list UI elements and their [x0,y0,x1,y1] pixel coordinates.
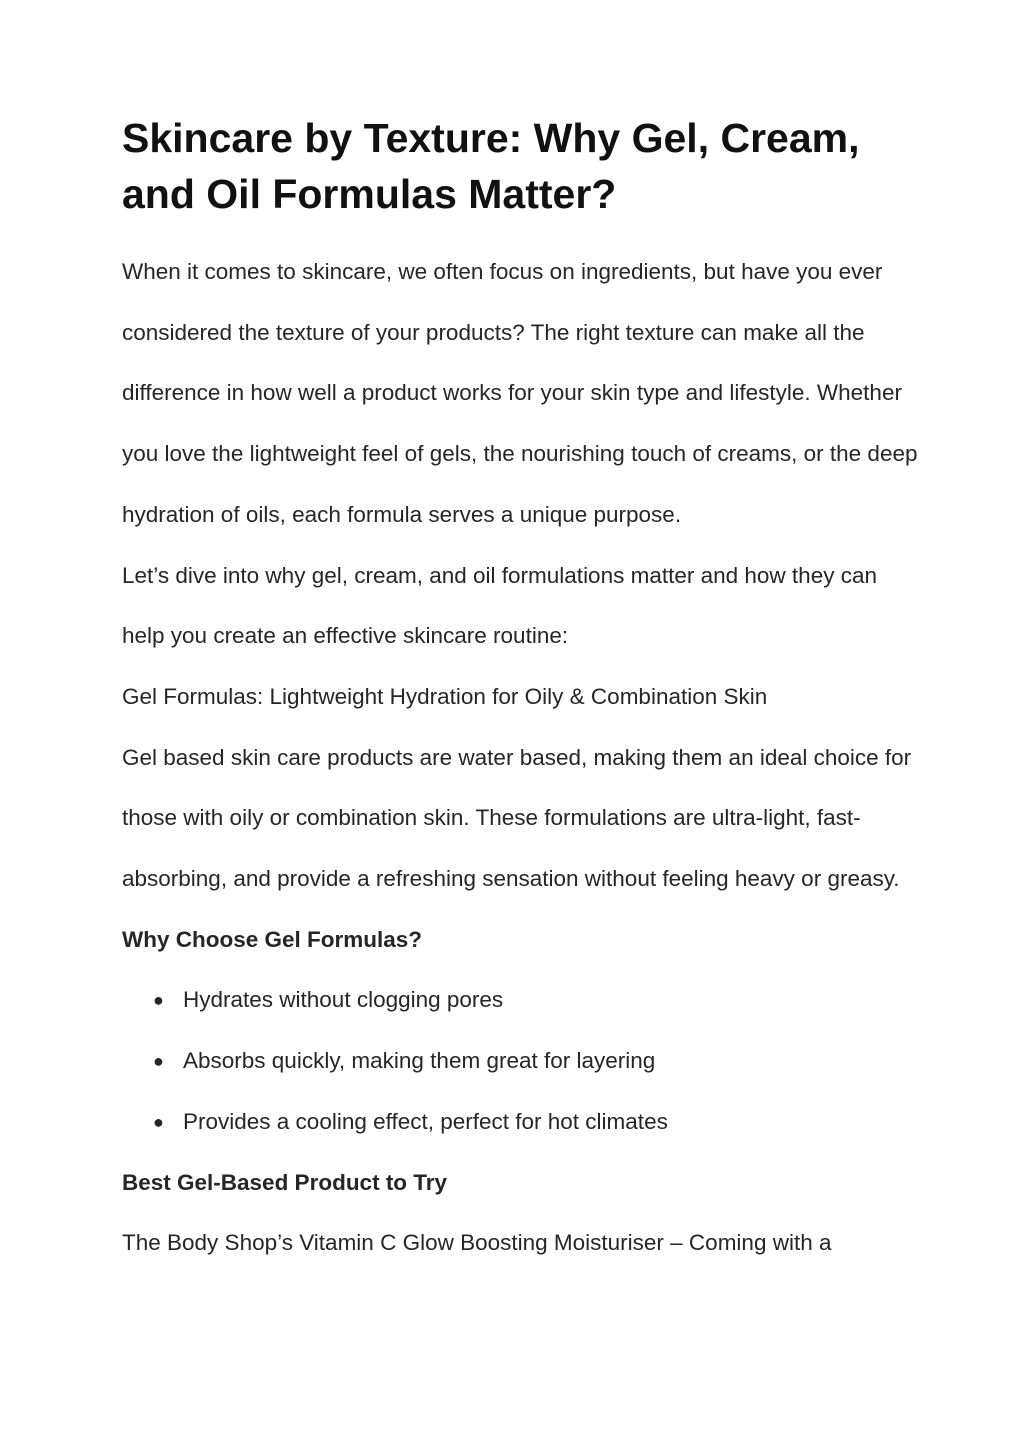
intro-paragraph: When it comes to skincare, we often focus on ingredients, but have you ever considered the texture of your products? The right texture can make all the difference in how well a product works for your skin type and lifestyle. Whether you love the lightweight feel of gels, the nourishing touch of creams, or the deep hydration of oils, each formula serves a unique purpose. [122,259,918,527]
best-gel-paragraph: The Body Shop’s Vitamin C Glow Boosting Moisturiser – Coming with a [122,1230,832,1256]
bullet-icon: ● [153,1051,164,1072]
gel-section-heading: Gel Formulas: Lightweight Hydration for Oily & Combination Skin [122,683,768,709]
list-item [122,1031,922,1092]
why-gel-heading: Why Choose Gel Formulas? [122,926,423,952]
dive-in-paragraph: Let’s dive into why gel, cream, and oil formulations matter and how they can help you create an effective skincare routine: [122,562,877,649]
list-item-text: Absorbs quickly, making them great for layering [183,1048,656,1074]
bullet-icon: ● [153,990,164,1011]
article-body [122,242,922,1274]
list-item [122,970,922,1031]
bullet-icon: ● [153,1111,164,1132]
list-item-text: Hydrates without clogging pores [183,987,504,1013]
page-title: Skincare by Texture: Why Gel, Cream, and Oil Formulas Matter? [122,115,860,217]
document-page [122,110,922,1274]
list-item-text: Provides a cooling effect, perfect for hot climates [183,1108,668,1134]
list-item [122,1092,922,1153]
gel-body-paragraph: Gel based skin care products are water based, making them an ideal choice for those with oily or combination skin. These formulations are ultra-light, fast-absorbing, and provide a refreshing sensation without feeling heavy or greasy. [122,744,912,892]
best-gel-heading: Best Gel-Based Product to Try [122,1169,448,1195]
why-gel-list [122,970,922,1152]
